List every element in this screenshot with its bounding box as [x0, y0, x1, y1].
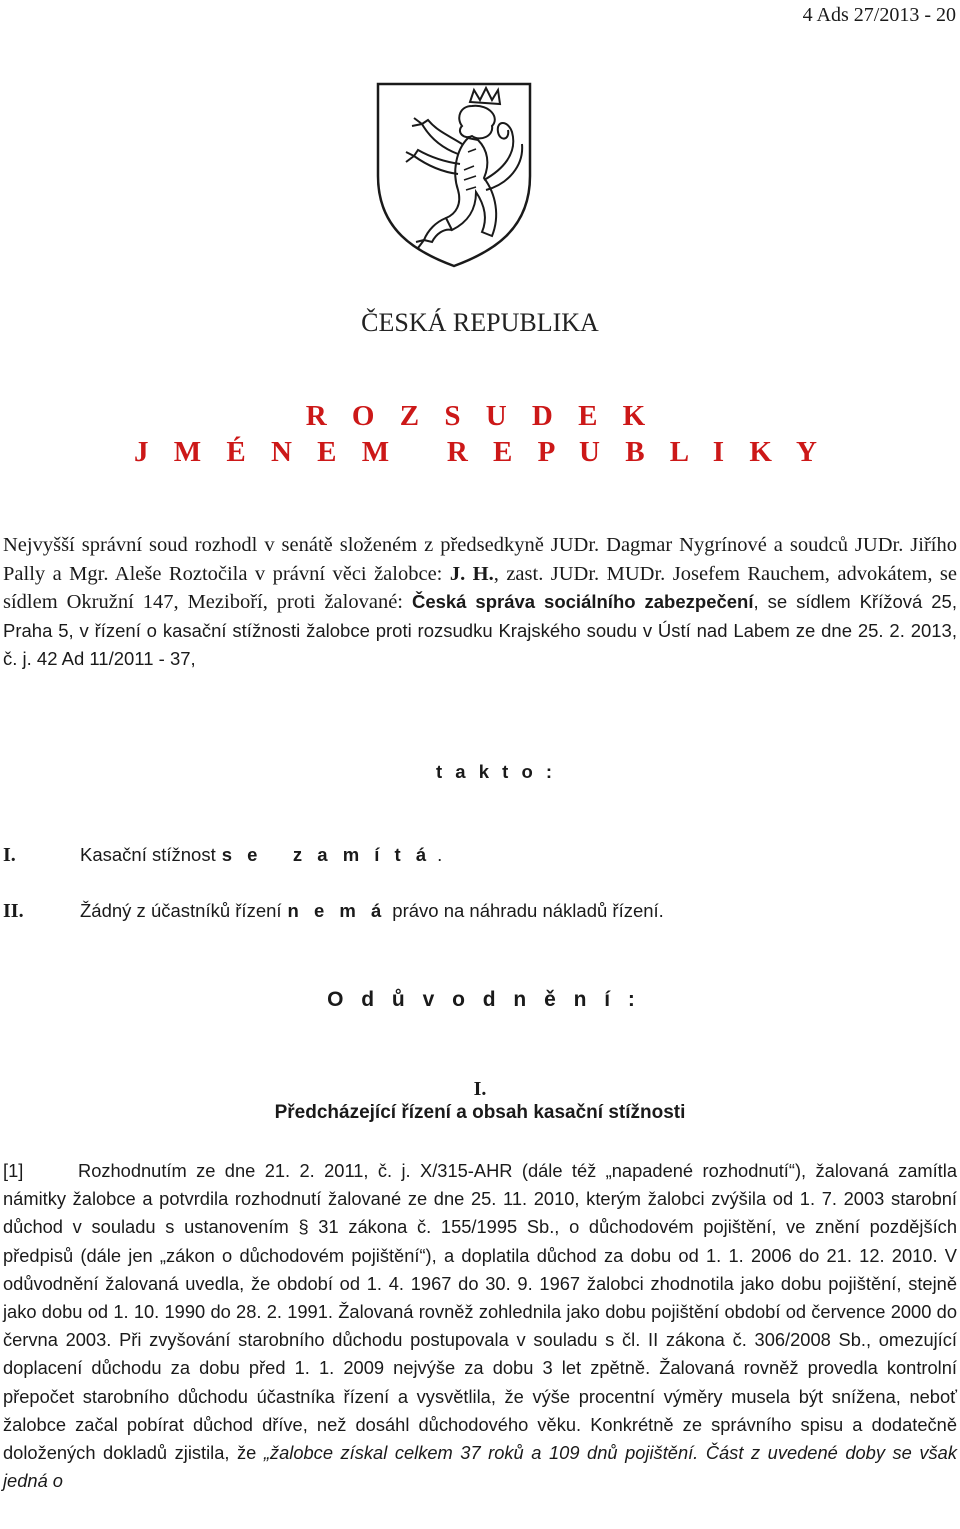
ruling-verb: s e z a m í t á	[221, 844, 432, 865]
reasoning-heading: O d ů v o d n ě n í :	[327, 988, 641, 1011]
section-number: I.	[473, 1078, 487, 1100]
reasoning-paragraph	[3, 1157, 957, 1495]
ruling-text-end: právo na náhradu nákladů řízení.	[392, 900, 664, 921]
plaintiff-name: J. H.	[449, 562, 494, 585]
section-title: Předcházející řízení a obsah kasační stížnosti	[274, 1102, 686, 1123]
ruling-number: I.	[3, 844, 16, 866]
intro-text-1: Nejvyšší správní soud rozhodl v senátě složeném z předsedkyně JUDr. Dagmar Nygrínové a soudců JUDr. Jiřího Pally a Mgr. Aleše Roztočila v právní věci žalobce:	[3, 534, 957, 585]
ruling-text-end: .	[437, 844, 443, 865]
document-reference: 4 Ads 27/2013 - 20	[802, 4, 956, 26]
ruling-text: Kasační stížnost	[80, 844, 216, 865]
defendant-name: Česká správa sociálního zabezpečení	[411, 591, 754, 612]
takto-heading: t a k t o :	[436, 761, 557, 782]
intro-text-3: , se sídlem Křížová 25, Praha 5, v řízení o kasační stížnosti žalobce proti rozsudku Krajského soudu v Ústí nad Labem ze dne 25. 2. 2013, č. j. 42 Ad 11/2011 - 37,	[3, 591, 957, 669]
state-heading: ČESKÁ REPUBLIKA	[361, 308, 599, 337]
paragraph-text: Rozhodnutím ze dne 21. 2. 2011, č. j. X/315-AHR (dále též „napadené rozhodnutí“), žalovaná zamítla námitky žalobce a potvrdila rozhodnutí žalované ze dne 25. 11. 2010, kterým žalobci zvýšila od 1. 7. 2003 starobní důchod v souladu s ustanovením § 31 zákona č. 155/1995 Sb., o důchodovém pojištění, ve znění pozdějších předpisů (dále jen „zákon o důchodovém pojištění“), a doplatila důchod za dobu od 1. 1. 2006 do 21. 12. 2010. V odůvodnění žalovaná uvedla, že období od 1. 4. 1967 do 30. 9. 1967 žalobci zhodnotila jako dobu pojištění, stejně jako dobu od 1. 10. 1990 do 28. 2. 1991. Žalovaná rovněž zohlednila jako dobu pojištění období od července 2000 do června 2003. Při zvyšování starobního důchodu postupovala v souladu s čl. II zákona č. 306/2008 Sb., omezující doplacení důchodu za dobu před 1. 1. 2009 nejvýše za dobu 3 let zpětně. Žalovaná rovněž provedla kontrolní přepočet starobního důchodu účastníka řízení a vysvětlila, že výše procentní výměry musela být snížena, neboť žalobce začal pobírat důchod dříve, než dosáhl důchodového věku. Konkrétně ze správního spisu a dodatečně doložených dokladů zjistila, že	[3, 1160, 957, 1464]
paragraph-number: [1]	[3, 1160, 24, 1181]
verdict-title: R O Z S U D E K	[305, 400, 655, 432]
intro-paragraph	[3, 531, 957, 674]
ruling-verb: n e m á	[287, 900, 387, 921]
verdict-subtitle: J M É N E M R E P U B L I K Y	[133, 436, 826, 468]
ruling-text: Žádný z účastníků řízení	[80, 900, 282, 921]
intro-text-2: , zast. JUDr. MUDr. Josefem Rauchem, advokátem, se sídlem Okružní 147, Meziboří, proti žalované:	[3, 562, 957, 613]
czech-coat-of-arms-lion-icon	[372, 80, 536, 268]
paragraph-quote: „žalobce získal celkem 37 roků a 109 dnů pojištění. Část z uvedené doby se však jedná o	[3, 1442, 957, 1492]
ruling-number: II.	[3, 900, 24, 922]
